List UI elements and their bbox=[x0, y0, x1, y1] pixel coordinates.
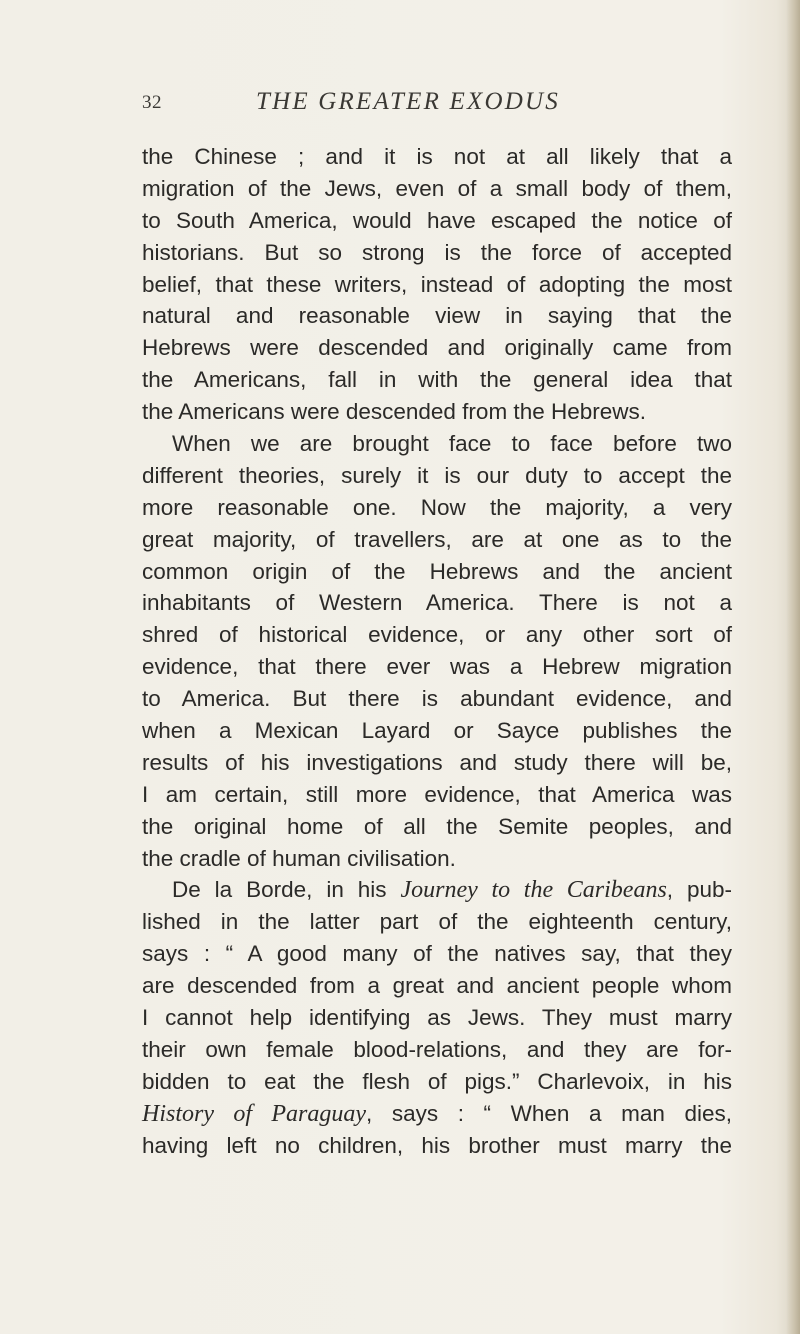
text-line: the original home of all the Semite peoples, and bbox=[142, 813, 732, 839]
text-line: to South America, would have escaped the notice of bbox=[142, 207, 732, 233]
book-title-italic: History of Paraguay bbox=[142, 1100, 367, 1127]
text-line: to America. But there is abundant evidence, and bbox=[142, 686, 732, 712]
text-line bbox=[142, 874, 732, 906]
text-line: different theories, surely it is our duty to accept the bbox=[142, 462, 732, 488]
text-line: results of his investigations and study there will be, bbox=[142, 749, 732, 775]
text-line: the Americans, fall in with the general idea that bbox=[142, 367, 732, 393]
page-edge bbox=[786, 0, 800, 1334]
text-line: belief, that these writers, instead of adopting the most bbox=[142, 271, 732, 297]
body-text bbox=[142, 141, 732, 1162]
page-number: 32 bbox=[142, 92, 162, 113]
book-title-italic: Journey to the Caribeans bbox=[400, 877, 667, 904]
text-line: having left no children, his brother must marry the bbox=[142, 1132, 732, 1158]
text-line: evidence, that there ever was a Hebrew migration bbox=[142, 654, 732, 680]
text-line: shred of historical evidence, or any other sort of bbox=[142, 622, 732, 648]
text-line: historians. But so strong is the force of accepted bbox=[142, 239, 732, 265]
text-line: natural and reasonable view in saying that the bbox=[142, 303, 732, 329]
text-line: When we are brought face to face before two bbox=[172, 431, 732, 457]
text-line: more reasonable one. Now the majority, a very bbox=[142, 494, 732, 520]
text-line: I cannot help identifying as Jews. They must marry bbox=[142, 1005, 732, 1031]
text-line: great majority, of travellers, are at one as to the bbox=[142, 526, 732, 552]
text-line: common origin of the Hebrews and the ancient bbox=[142, 558, 732, 584]
running-title: THE GREATER EXODUS bbox=[256, 88, 560, 115]
text-line: bidden to eat the flesh of pigs.” Charlevoix, in his bbox=[142, 1068, 732, 1094]
text-run: , pub- bbox=[666, 877, 732, 903]
page-header bbox=[0, 88, 800, 122]
text-line: migration of the Jews, even of a small body of them, bbox=[142, 175, 732, 201]
text-line: I am certain, still more evidence, that America was bbox=[142, 781, 732, 807]
text-line bbox=[142, 1098, 732, 1130]
text-line: when a Mexican Layard or Sayce publishes the bbox=[142, 718, 732, 744]
text-line: says : “ A good many of the natives say, that they bbox=[142, 941, 732, 967]
text-line: the Chinese ; and it is not at all likely that a bbox=[142, 144, 732, 169]
text-line: Hebrews were descended and originally came from bbox=[142, 335, 732, 361]
text-line: their own female blood-relations, and they are for- bbox=[142, 1036, 732, 1062]
text-line: are descended from a great and ancient people whom bbox=[142, 973, 732, 999]
text-line: lished in the latter part of the eighteenth century, bbox=[142, 909, 732, 935]
text-line: the Americans were descended from the Hebrews. bbox=[142, 399, 646, 425]
text-line: inhabitants of Western America. There is not a bbox=[142, 590, 732, 616]
text-line: the cradle of human civilisation. bbox=[142, 845, 456, 871]
text-run: De la Borde, in his bbox=[172, 877, 401, 903]
text-run: , says : “ When a man dies, bbox=[366, 1100, 733, 1126]
